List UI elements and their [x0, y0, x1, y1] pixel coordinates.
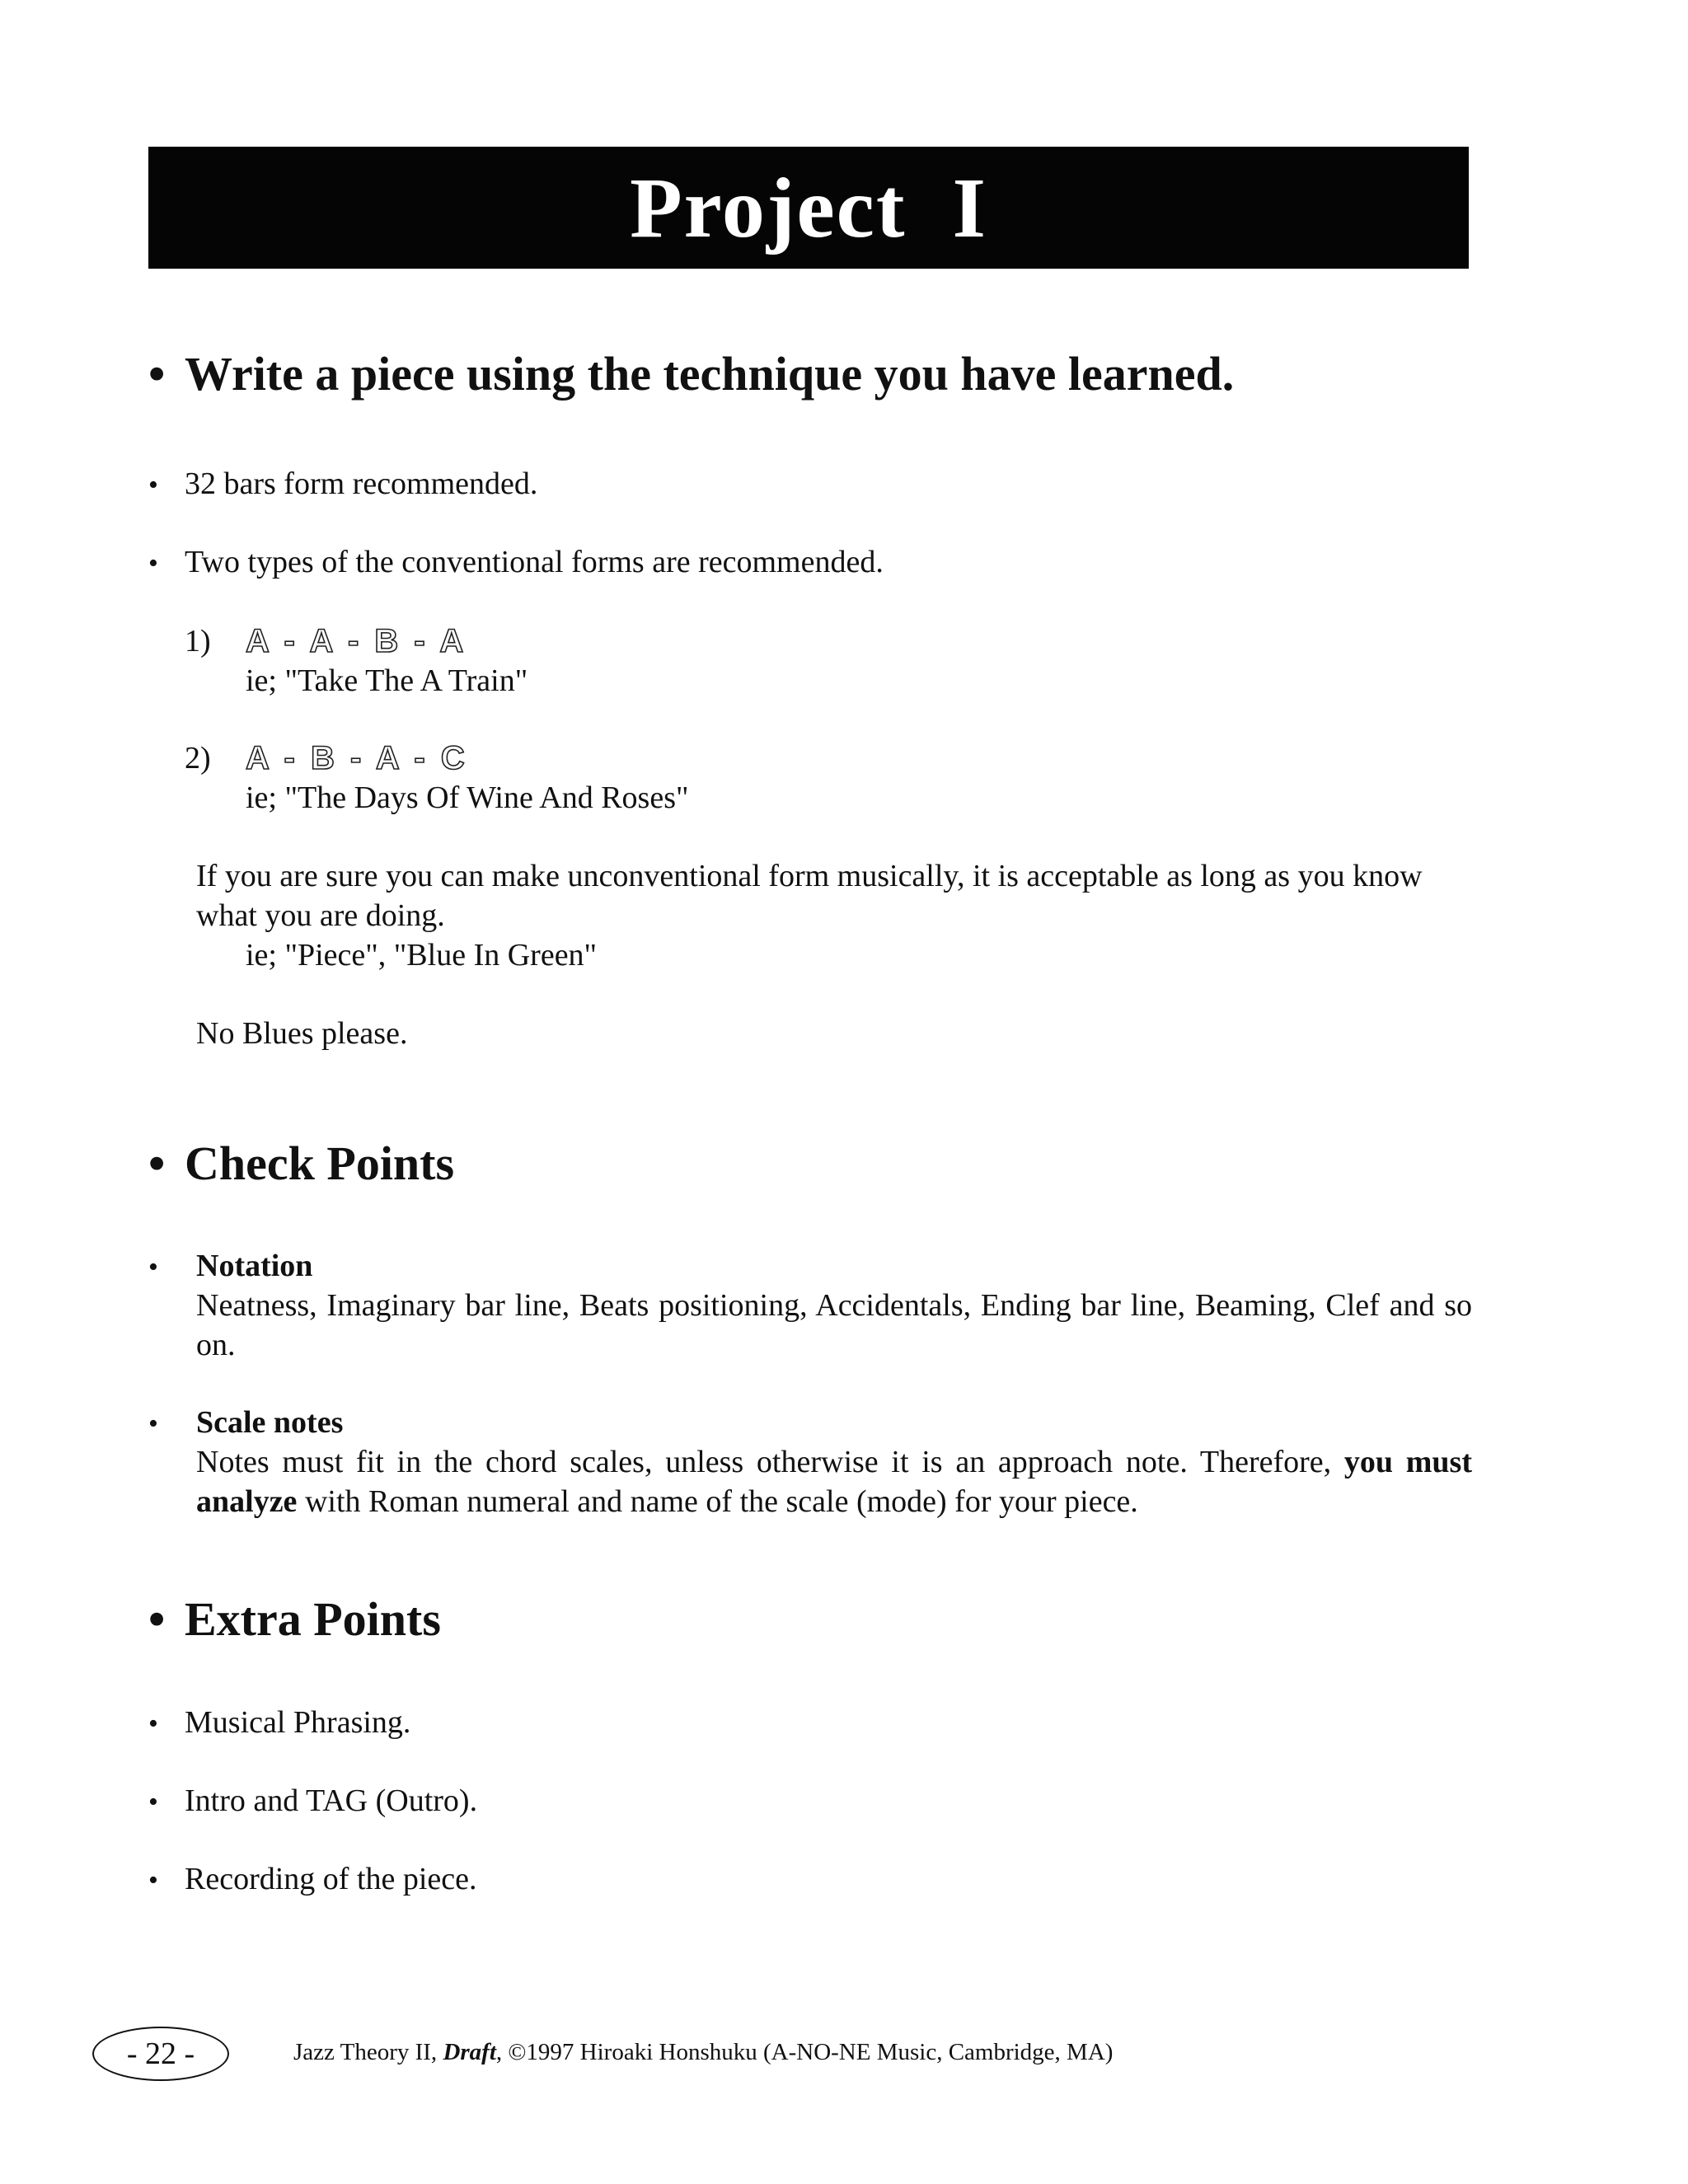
list-item — [148, 1781, 158, 1822]
list-item — [148, 1859, 158, 1900]
footer-rest: , ©1997 Hiroaki Honshuku (A-NO-NE Music, Cambridge, MA) — [495, 2039, 1114, 2065]
section-heading-text: Check Points — [185, 1137, 455, 1190]
form-pattern: A - B - A - C — [246, 740, 468, 776]
list-item-text: Intro and TAG (Outro). — [185, 1783, 478, 1818]
bullet-icon: • — [148, 1708, 158, 1739]
form-number: 2) — [185, 741, 211, 776]
bullet-icon: • — [148, 1408, 158, 1439]
section-heading-text: Write a piece using the technique you have learned. — [185, 347, 1235, 401]
section-heading-extra-points — [148, 1592, 441, 1646]
list-item — [148, 542, 158, 583]
footer-book: Jazz Theory II, — [293, 2039, 443, 2065]
unconventional-example: ie; "Piece", "Blue In Green" — [246, 938, 598, 972]
check-point-text: Neatness, Imaginary bar line, Beats positioning, Accidentals, Ending bar line, Beaming, Clef and so on. — [196, 1288, 1472, 1362]
bullet-icon: • — [148, 1865, 158, 1896]
title-bar — [148, 147, 1469, 269]
list-item-text: Musical Phrasing. — [185, 1705, 411, 1740]
check-point-text-part: Notes must fit in the chord scales, unless otherwise it is an approach note. Therefore, — [196, 1445, 1344, 1479]
bullet-icon: • — [148, 548, 158, 579]
section-heading-check-points — [148, 1137, 455, 1190]
list-item — [148, 1403, 158, 1444]
section-heading-write-piece — [148, 347, 1235, 401]
bullet-icon: • — [148, 1252, 158, 1282]
page-number — [92, 2027, 229, 2081]
page-number-text: - 22 - — [126, 2036, 195, 2071]
form-example: ie; "Take The A Train" — [246, 663, 528, 698]
unconventional-paragraph: If you are sure you can make unconventional form musically, it is acceptable as long as you know what you are doing. — [196, 859, 1423, 933]
list-item-text: Two types of the conventional forms are recommended. — [185, 545, 884, 579]
form-number: 1) — [185, 624, 211, 658]
bullet-icon: • — [148, 470, 158, 500]
check-point-text — [196, 1442, 1472, 1521]
check-point-text-part: with Roman numeral and name of the scale (mode) for your piece. — [297, 1484, 1138, 1519]
bullet-icon: • — [148, 1787, 158, 1817]
check-point-label: Scale notes — [196, 1405, 344, 1440]
list-item — [148, 464, 158, 505]
no-blues-note: No Blues please. — [196, 1016, 408, 1051]
bullet-icon: • — [148, 347, 166, 401]
list-item — [148, 1703, 158, 1744]
check-point-label: Notation — [196, 1249, 313, 1283]
list-item — [148, 1246, 158, 1287]
section-heading-text: Extra Points — [185, 1592, 441, 1646]
bullet-icon: • — [148, 1592, 166, 1646]
page-title: Project I — [630, 160, 987, 255]
form-example: ie; "The Days Of Wine And Roses" — [246, 780, 689, 815]
bullet-icon: • — [148, 1137, 166, 1190]
footer-draft: Draft — [443, 2039, 496, 2065]
check-point-emphasis: you must analyze — [196, 1445, 1472, 1519]
list-item-text: Recording of the piece. — [185, 1862, 477, 1896]
form-pattern: A - A - B - A — [246, 623, 467, 659]
footer-credit — [293, 2039, 1113, 2066]
list-item-text: 32 bars form recommended. — [185, 466, 538, 501]
